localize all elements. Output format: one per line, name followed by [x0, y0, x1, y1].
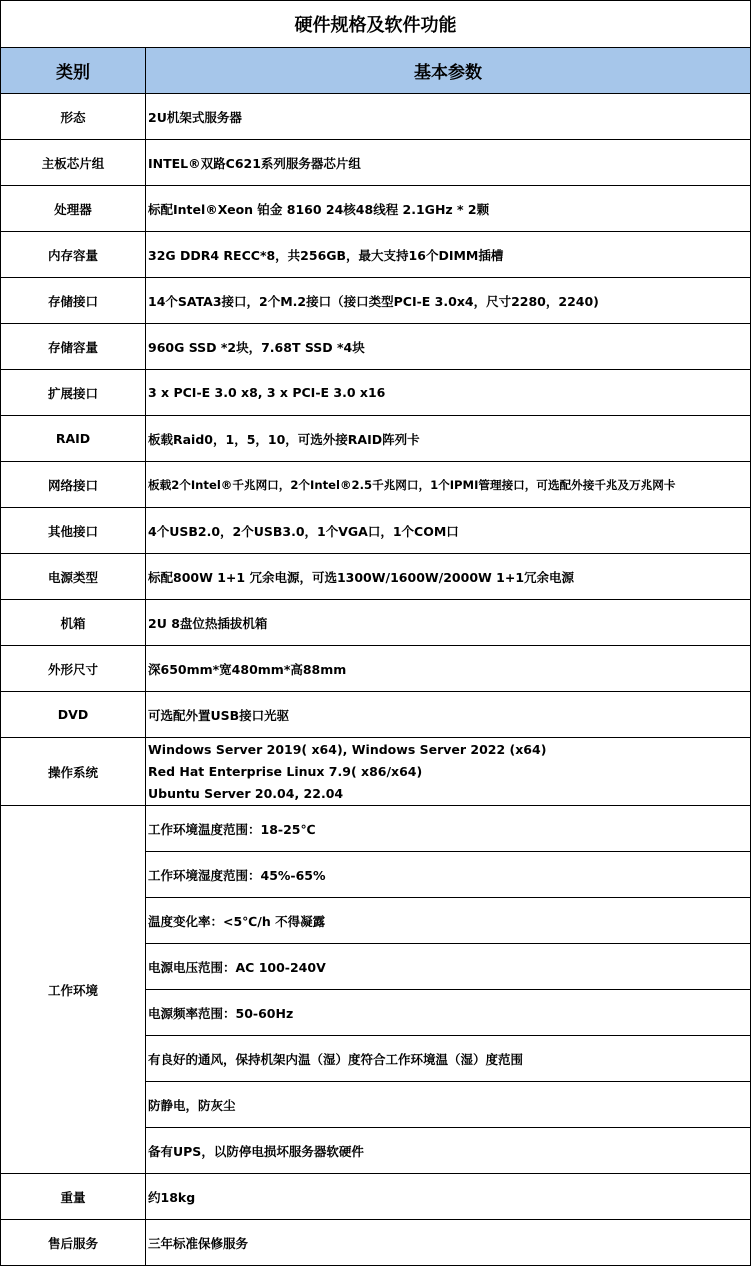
table-row — [1, 1220, 751, 1266]
row-value-power: 标配800W 1+1 冗余电源，可选1300W/1600W/2000W 1+1冗余电源 — [146, 554, 751, 600]
table-row — [1, 140, 751, 186]
table-row — [1, 186, 751, 232]
table-row — [1, 646, 751, 692]
row-label-dimensions: 外形尺寸 — [1, 646, 146, 692]
table-row — [1, 508, 751, 554]
table-row — [1, 370, 751, 416]
env-item: 防静电，防灰尘 — [146, 1082, 751, 1128]
row-value-dimensions: 深650mm*宽480mm*高88mm — [146, 646, 751, 692]
row-label-weight: 重量 — [1, 1174, 146, 1220]
header-category: 类别 — [1, 48, 146, 94]
table-row — [1, 692, 751, 738]
row-value-cpu: 标配Intel®Xeon 铂金 8160 24核48线程 2.1GHz * 2颗 — [146, 186, 751, 232]
row-value-expansion: 3 x PCI-E 3.0 x8, 3 x PCI-E 3.0 x16 — [146, 370, 751, 416]
row-value-memory: 32G DDR4 RECC*8，共256GB，最大支持16个DIMM插槽 — [146, 232, 751, 278]
row-label-environment: 工作环境 — [1, 806, 146, 1174]
row-label-storage-capacity: 存储容量 — [1, 324, 146, 370]
row-value-raid: 板载Raid0，1，5，10，可选外接RAID阵列卡 — [146, 416, 751, 462]
env-item: 工作环境温度范围：18-25℃ — [146, 806, 751, 852]
row-label-power: 电源类型 — [1, 554, 146, 600]
row-label-dvd: DVD — [1, 692, 146, 738]
env-item: 电源频率范围：50-60Hz — [146, 990, 751, 1036]
os-line: Ubuntu Server 20.04, 22.04 — [148, 785, 344, 801]
table-row — [1, 462, 751, 508]
row-value-form: 2U机架式服务器 — [146, 94, 751, 140]
table-row — [1, 1174, 751, 1220]
table-row — [1, 278, 751, 324]
row-label-memory: 内存容量 — [1, 232, 146, 278]
row-value-os — [146, 738, 751, 806]
row-label-cpu: 处理器 — [1, 186, 146, 232]
os-line: Windows Server 2019( x64), Windows Server 2022 (x64) — [148, 741, 547, 757]
row-value-other-ports: 4个USB2.0，2个USB3.0，1个VGA口，1个COM口 — [146, 508, 751, 554]
row-label-network: 网络接口 — [1, 462, 146, 508]
table-row — [1, 324, 751, 370]
row-label-chipset: 主板芯片组 — [1, 140, 146, 186]
table-row-env — [1, 806, 751, 852]
row-value-chassis: 2U 8盘位热插拔机箱 — [146, 600, 751, 646]
row-value-network: 板载2个Intel®千兆网口，2个Intel®2.5千兆网口，1个IPMI管理接口，可选配外接千兆及万兆网卡 — [146, 462, 751, 508]
row-label-expansion: 扩展接口 — [1, 370, 146, 416]
header-params: 基本参数 — [146, 48, 751, 94]
table-row — [1, 554, 751, 600]
env-item: 电源电压范围：AC 100-240V — [146, 944, 751, 990]
row-label-form: 形态 — [1, 94, 146, 140]
env-item: 备有UPS，以防停电损坏服务器软硬件 — [146, 1128, 751, 1174]
os-line: Red Hat Enterprise Linux 7.9( x86/x64) — [148, 763, 423, 779]
header-row — [1, 48, 751, 94]
table-row-os — [1, 738, 751, 806]
row-label-storage-interface: 存储接口 — [1, 278, 146, 324]
row-label-raid: RAID — [1, 416, 146, 462]
row-label-other-ports: 其他接口 — [1, 508, 146, 554]
table-row — [1, 94, 751, 140]
env-item: 工作环境湿度范围：45%-65% — [146, 852, 751, 898]
title-row — [1, 1, 751, 48]
row-label-service: 售后服务 — [1, 1220, 146, 1266]
row-label-chassis: 机箱 — [1, 600, 146, 646]
row-value-dvd: 可选配外置USB接口光驱 — [146, 692, 751, 738]
table-row — [1, 232, 751, 278]
env-item: 温度变化率：<5℃/h 不得凝露 — [146, 898, 751, 944]
row-value-storage-interface: 14个SATA3接口，2个M.2接口（接口类型PCI-E 3.0x4，尺寸2280，2240) — [146, 278, 751, 324]
row-value-chipset: INTEL®双路C621系列服务器芯片组 — [146, 140, 751, 186]
row-value-service: 三年标准保修服务 — [146, 1220, 751, 1266]
table-title: 硬件规格及软件功能 — [1, 1, 751, 48]
row-label-os: 操作系统 — [1, 738, 146, 806]
row-value-weight: 约18kg — [146, 1174, 751, 1220]
table-row — [1, 416, 751, 462]
table-row — [1, 600, 751, 646]
env-item: 有良好的通风，保持机架内温（湿）度符合工作环境温（湿）度范围 — [146, 1036, 751, 1082]
row-value-storage-capacity: 960G SSD *2块，7.68T SSD *4块 — [146, 324, 751, 370]
